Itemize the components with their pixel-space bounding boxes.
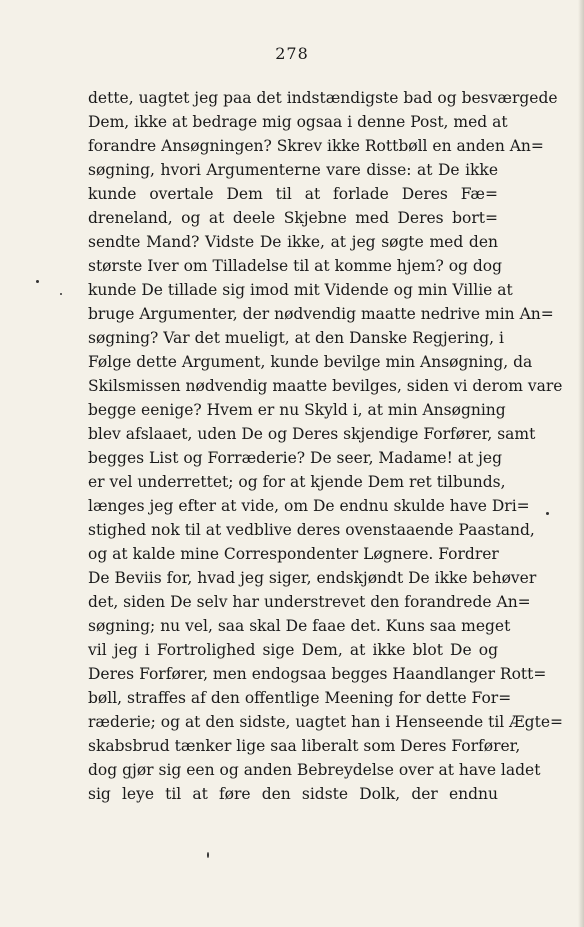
text-line: er vel underrettet; og for at kjende Dem ret tilbunds, — [88, 473, 506, 491]
text-line: største Iver om Tilladelse til at komme hjem? og dog — [88, 257, 503, 275]
text-line: forandre Ansøgningen? Skrev ikke Rottbøll en anden An= — [88, 137, 544, 155]
scan-speck — [36, 280, 39, 283]
text-line: det, siden De selv har understrevet den forandrede An= — [88, 593, 531, 611]
text-line: Dem, ikke at bedrage mig ogsaa i denne Post, med at — [88, 113, 508, 131]
scan-speck — [60, 293, 62, 295]
text-line: sendte Mand? Vidste De ikke, at jeg søgte med den — [88, 233, 498, 251]
text-line: længes jeg efter at vide, om De endnu skulde have Dri= — [88, 497, 530, 515]
text-line: søgning? Var det mueligt, at den Danske Regjering, i — [88, 329, 504, 347]
text-line: bøll, straffes af den offentlige Meening for dette For= — [88, 689, 512, 707]
body-text — [88, 86, 563, 806]
text-line: søgning, hvori Argumenterne vare disse: at De ikke — [88, 161, 498, 179]
scan-speck — [546, 512, 549, 515]
text-line: kunde overtale Dem til at forlade Deres Fæ= — [88, 185, 498, 203]
text-line: dreneland, og at deele Skjebne med Deres bort= — [88, 209, 498, 227]
text-line: vil jeg i Fortrolighed sige Dem, at ikke blot De og — [88, 641, 498, 659]
page-edge-shadow — [578, 0, 584, 927]
text-line: og at kalde mine Correspondenter Løgnere. Fordrer — [88, 545, 499, 563]
text-line: bruge Argumenter, der nødvendig maatte nedrive min An= — [88, 305, 554, 323]
text-line: begges List og Forræderie? De seer, Madame! at jeg — [88, 449, 503, 467]
text-line: sig leye til at føre den sidste Dolk, der endnu — [88, 785, 498, 803]
page-number: 278 — [275, 44, 309, 63]
text-line: Deres Forfører, men endogsaa begges Haandlanger Rott= — [88, 665, 547, 683]
text-line: Følge dette Argument, kunde bevilge min Ansøgning, da — [88, 353, 533, 371]
text-line: dog gjør sig een og anden Bebreydelse over at have ladet — [88, 761, 541, 779]
text-line: begge eenige? Hvem er nu Skyld i, at min Ansøgning — [88, 401, 506, 419]
text-line: skabsbrud tænker lige saa liberalt som Deres Forfører, — [88, 737, 521, 755]
text-line: søgning; nu vel, saa skal De faae det. Kuns saa meget — [88, 617, 511, 635]
text-line: Skilsmissen nødvendig maatte bevilges, siden vi derom vare — [88, 377, 563, 395]
text-line: De Beviis for, hvad jeg siger, endskjøndt De ikke behøver — [88, 569, 537, 587]
text-line: ræderie; og at den sidste, uagtet han i Henseende til Ægte= — [88, 713, 563, 731]
text-line: kunde De tillade sig imod mit Vidende og min Villie at — [88, 281, 513, 299]
text-line: dette, uagtet jeg paa det indstændigste bad og besværgede — [88, 89, 558, 107]
text-line: stighed nok til at vedblive deres ovenstaaende Paastand, — [88, 521, 535, 539]
text-line: blev afslaaet, uden De og Deres skjendige Forfører, samt — [88, 425, 536, 443]
scan-speck — [207, 852, 209, 858]
